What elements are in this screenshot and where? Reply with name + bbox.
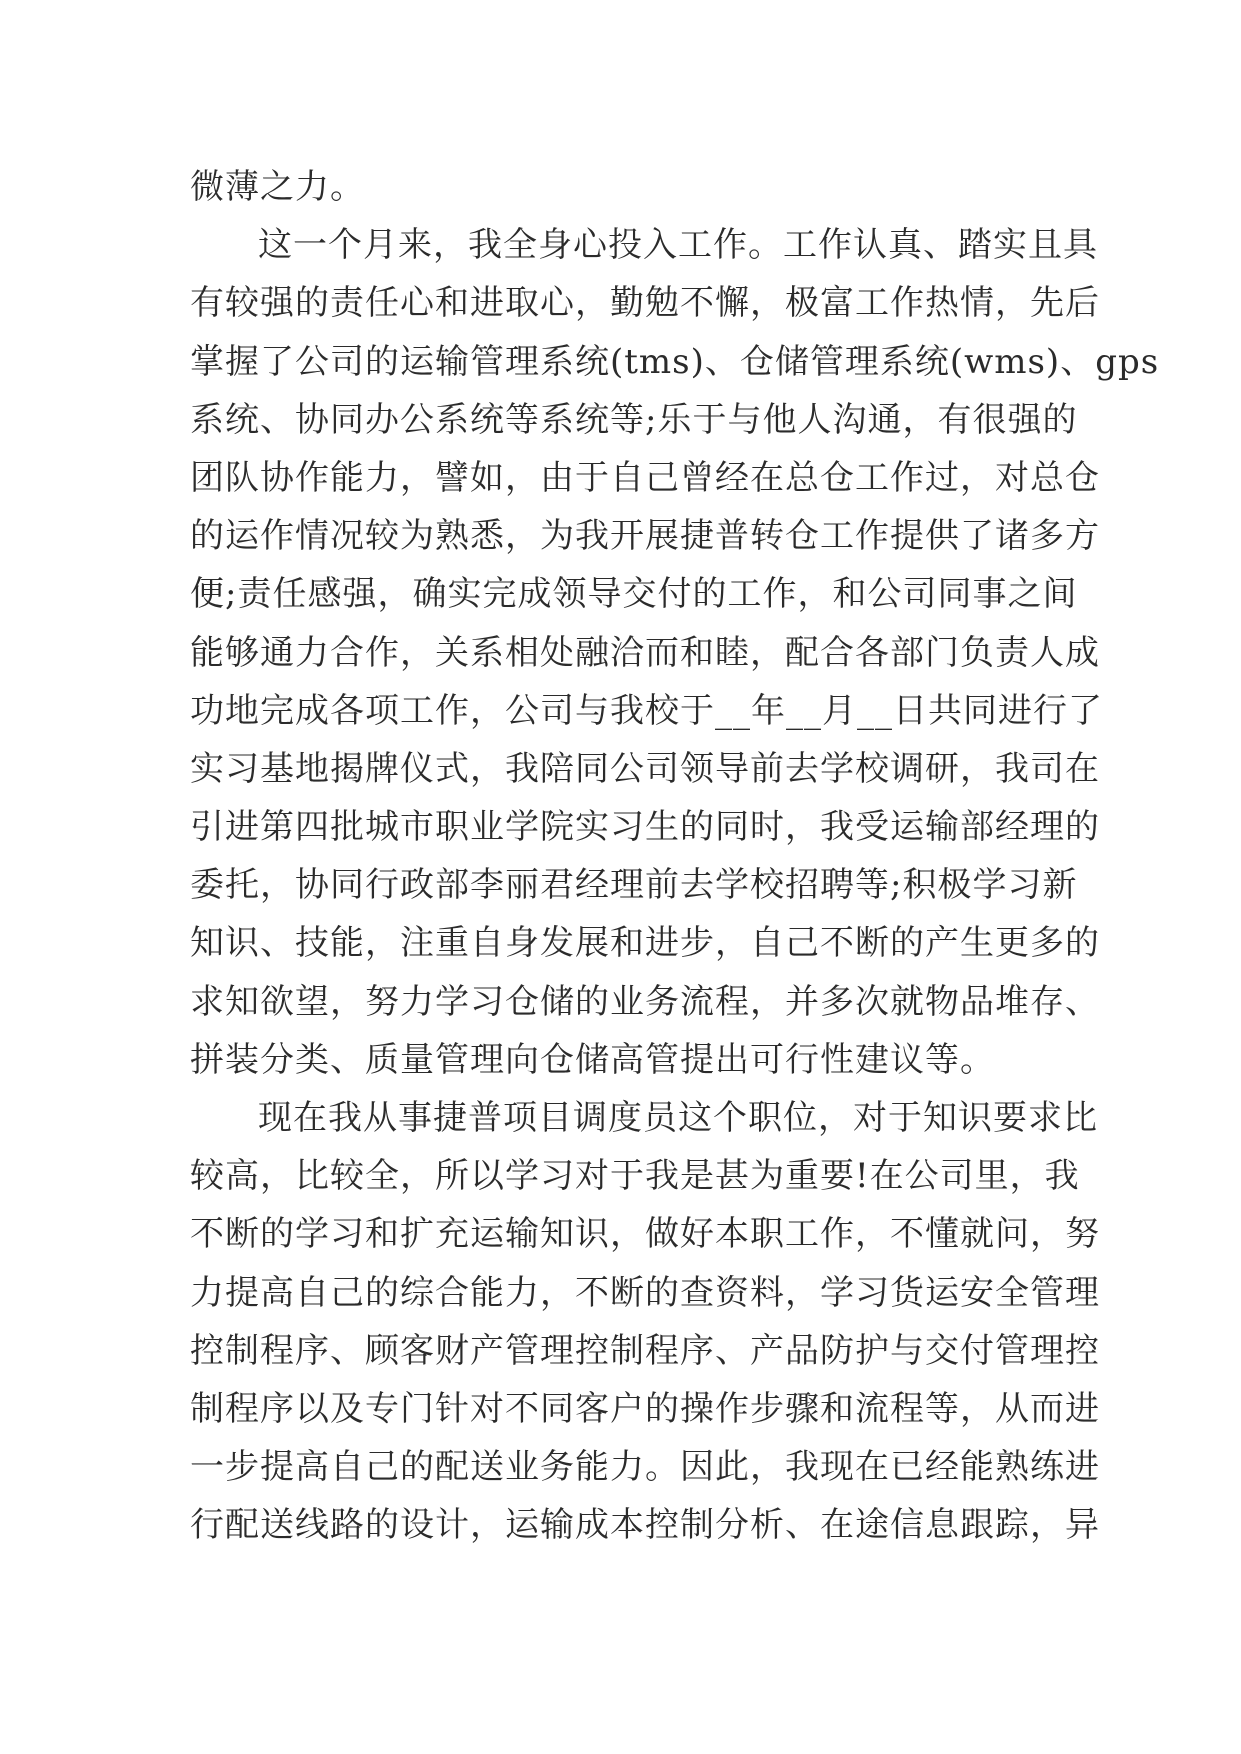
- document-body: [190, 158, 1160, 1555]
- text-line: 不断的学习和扩充运输知识，做好本职工作，不懂就问，努: [190, 1214, 1100, 1255]
- text-line: 便;责任感强，确实完成领导交付的工作，和公司同事之间: [190, 574, 1078, 615]
- text-line: 的运作情况较为熟悉，为我开展捷普转仓工作提供了诸多方: [190, 516, 1100, 557]
- text-line: 功地完成各项工作，公司与我校于__年__月__日共同进行了: [190, 690, 1103, 731]
- text-line: 控制程序、顾客财产管理控制程序、产品防护与交付管理控: [190, 1330, 1100, 1371]
- text-line: 系统、协同办公系统等系统等;乐于与他人沟通，有很强的: [190, 399, 1078, 440]
- text-line: 行配送线路的设计，运输成本控制分析、在途信息跟踪，异: [190, 1505, 1100, 1546]
- text-line: 较高，比较全，所以学习对于我是甚为重要!在公司里，我: [190, 1156, 1080, 1197]
- text-line: 制程序以及专门针对不同客户的操作步骤和流程等，从而进: [190, 1388, 1100, 1429]
- text-line: 引进第四批城市职业学院实习生的同时，我受运输部经理的: [190, 807, 1100, 848]
- text-line: 力提高自己的综合能力，不断的查资料，学习货运安全管理: [190, 1272, 1100, 1313]
- text-line: 一步提高自己的配送业务能力。因此，我现在已经能熟练进: [190, 1447, 1100, 1488]
- text-line: 求知欲望，努力学习仓储的业务流程，并多次就物品堆存、: [190, 981, 1100, 1022]
- text-line: 能够通力合作，关系相处融洽而和睦，配合各部门负责人成: [190, 632, 1100, 673]
- text-line: 现在我从事捷普项目调度员这个职位，对于知识要求比: [258, 1098, 1098, 1138]
- text-line: 微薄之力。: [190, 167, 365, 207]
- text-line: 知识、技能，注重自身发展和进步，自己不断的产生更多的: [190, 923, 1100, 964]
- text-line: 掌握了公司的运输管理系统(tms)、仓储管理系统(wms)、gps: [190, 341, 1160, 382]
- text-line: 团队协作能力，譬如，由于自己曾经在总仓工作过，对总仓: [190, 457, 1100, 498]
- text-line: 委托，协同行政部李丽君经理前去学校招聘等;积极学习新: [190, 865, 1078, 906]
- text-line: 实习基地揭牌仪式，我陪同公司领导前去学校调研，我司在: [190, 748, 1100, 789]
- text-line: 这一个月来，我全身心投入工作。工作认真、踏实且具: [258, 225, 1098, 266]
- text-line: 有较强的责任心和进取心，勤勉不懈，极富工作热情，先后: [190, 283, 1100, 324]
- text-line: 拼装分类、质量管理向仓储高管提出可行性建议等。: [190, 1039, 995, 1080]
